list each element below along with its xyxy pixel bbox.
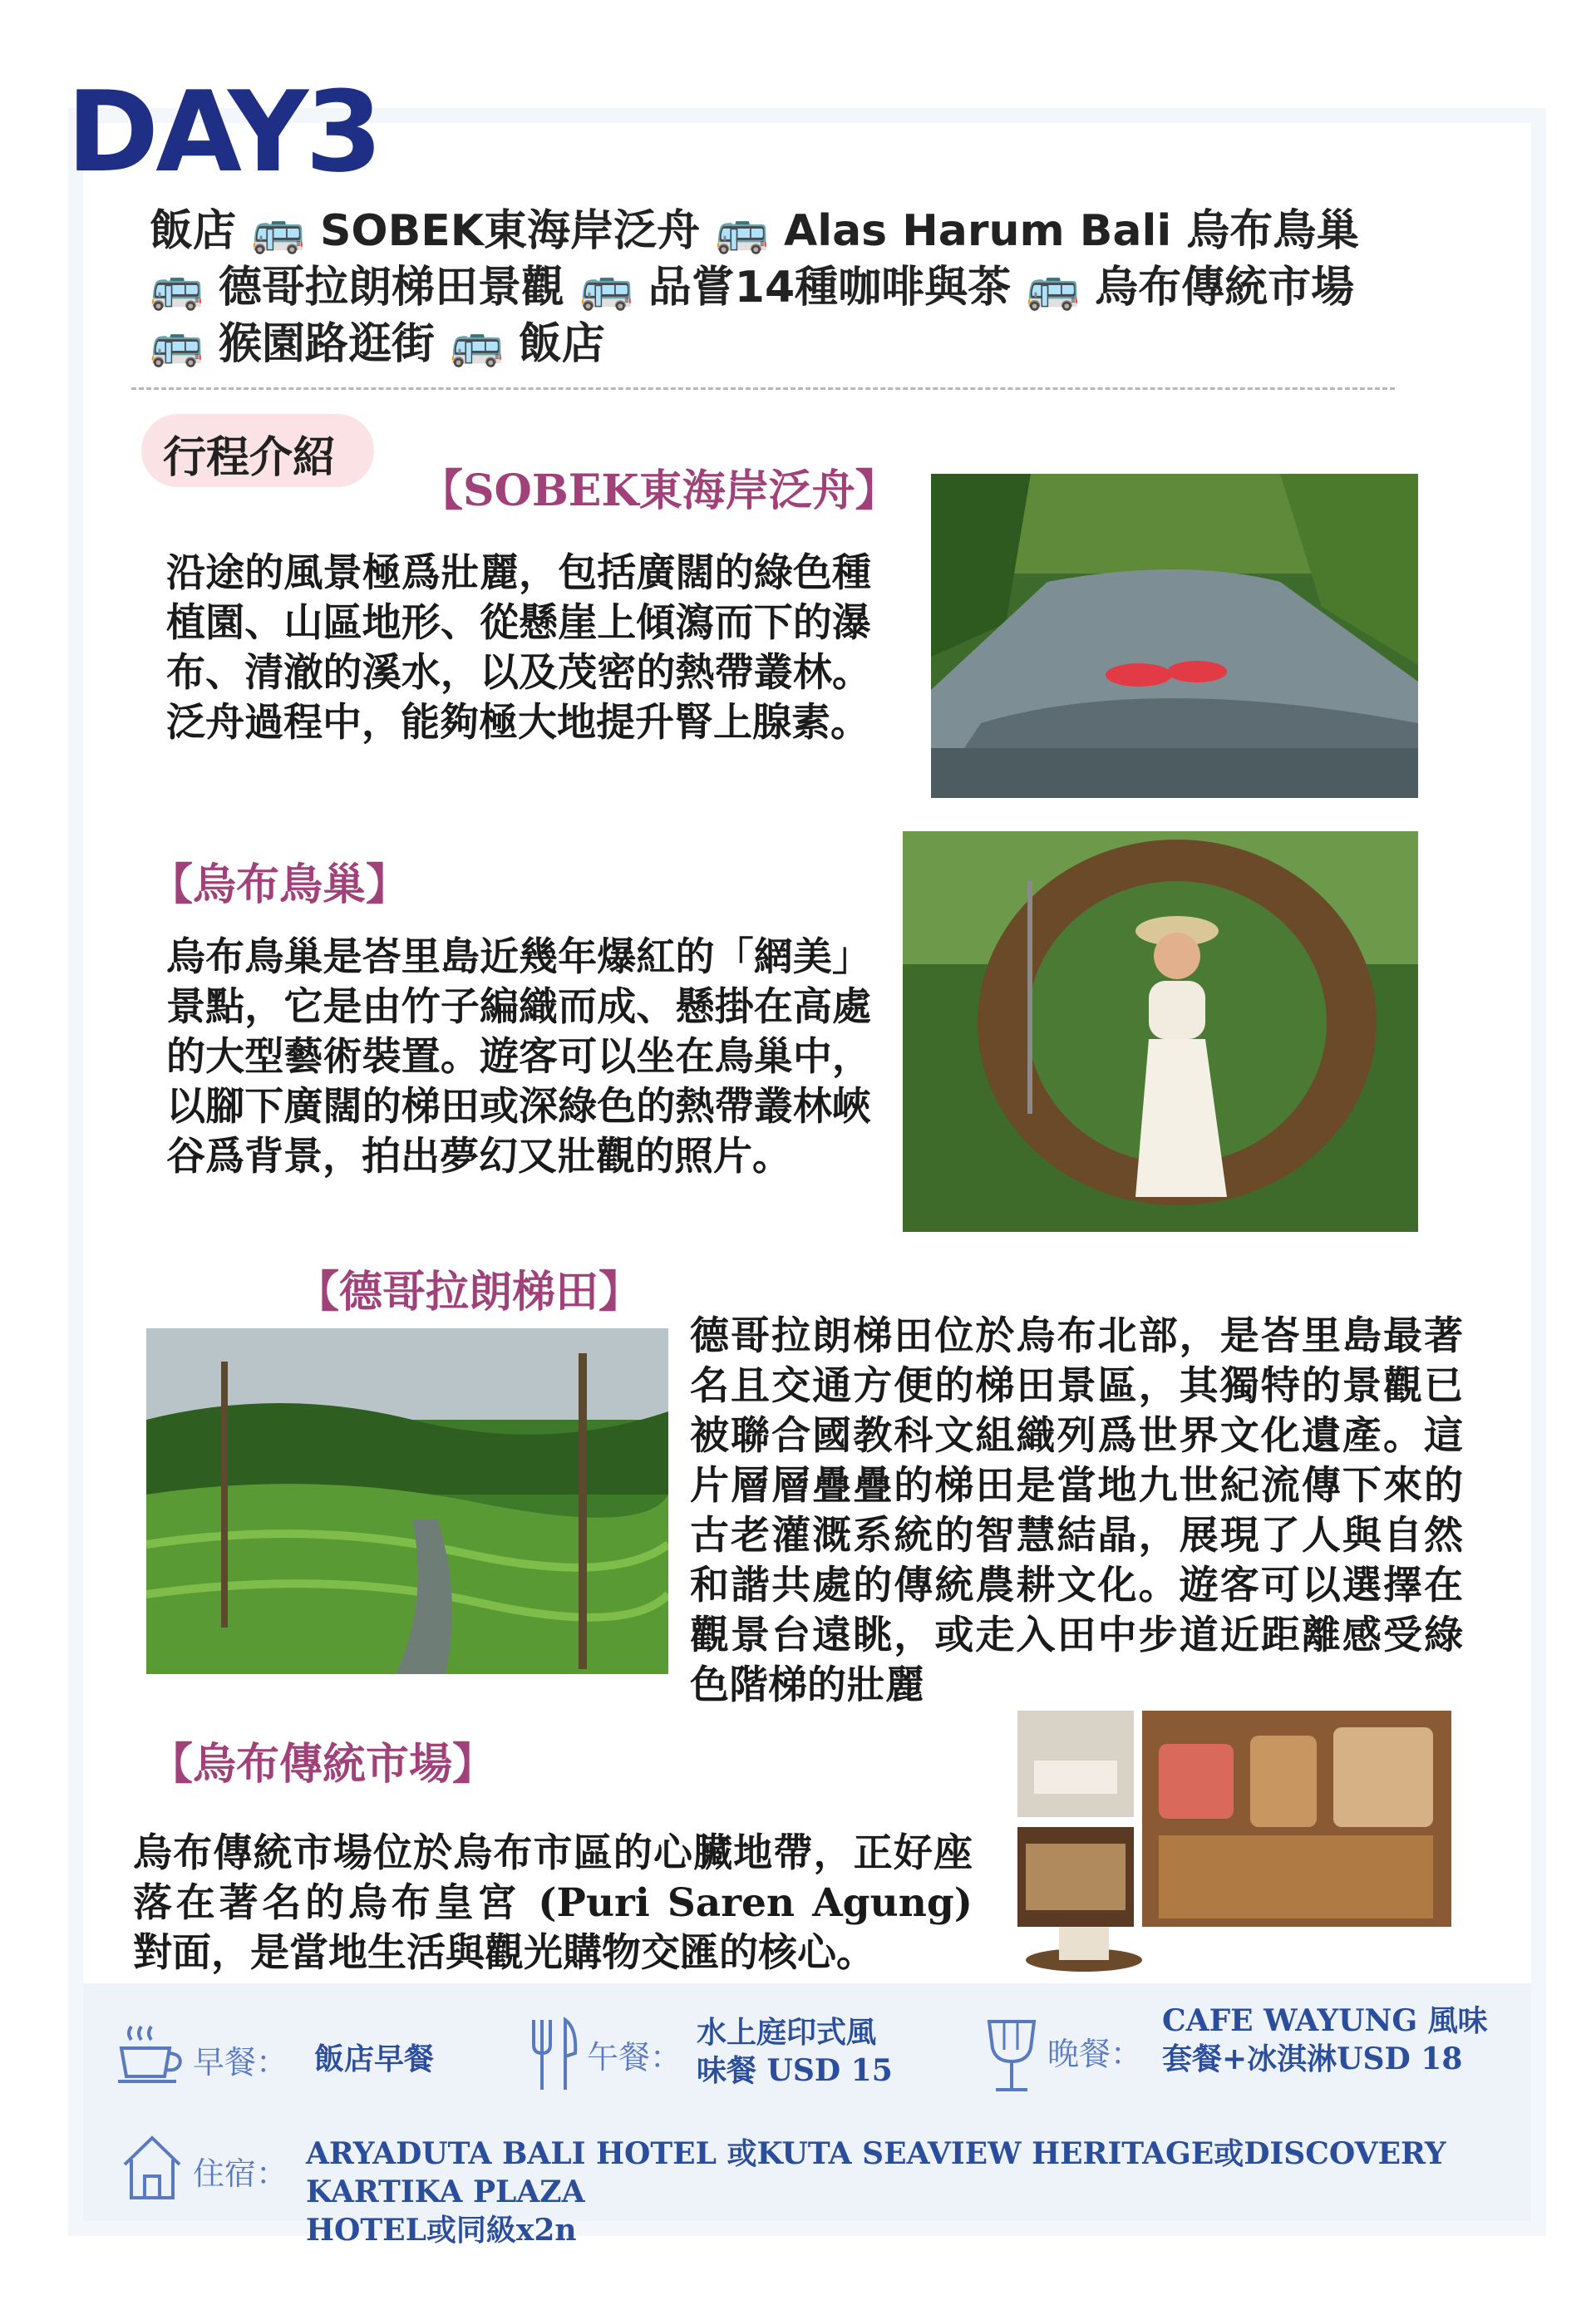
rafting-photo-art [931,474,1418,798]
section-title-bird-nest: 【烏布鳥巢】 [150,859,410,910]
house-icon [121,2133,183,2204]
hotel-label: 住宿： [193,2155,288,2192]
rice-terrace-photo [146,1328,668,1674]
market-photo-collage [1017,1711,1451,1978]
lunch-value-line-2: 味餐 USD 15 [697,2053,893,2088]
market-photo-art [1017,1711,1451,1978]
rice-terrace-photo-art [146,1328,668,1674]
section-text-bird-nest: 烏布鳥巢是峇里島近幾年爆紅的「網美」景點，它是由竹子編織而成、懸掛在高處的大型藝術裝置。遊客可以坐在鳥巢中，以腳下廣闊的梯田或深綠色的熱帶叢林峽谷爲背景，拍出夢幻又壯觀的照片。 [166,934,871,1180]
wine-glass-icon [984,2018,1039,2098]
divider [131,387,1395,390]
fork-knife-icon [529,2017,579,2096]
dinner-value-line-1: CAFE WAYUNG 風味 [1162,2003,1488,2038]
dinner-value-line-2: 套餐+冰淇淋USD 18 [1162,2042,1463,2076]
dinner-label: 晚餐： [1047,2036,1143,2072]
rafting-photo [931,474,1418,798]
section-text-rafting: 沿途的風景極爲壯麗，包括廣闊的綠色種植園、山區地形、從懸崖上傾瀉而下的瀑布、清澈的溪水，以及茂密的熱帶叢林。泛舟過程中，能夠極大地提升腎上腺素。 [166,550,871,746]
route-summary [150,203,1413,372]
section-text-ubud-market: 烏布傳統市場位於烏布市區的心臟地帶，正好座落在著名的烏布皇宮 (Puri Saren Agung) 對面，是當地生活與觀光購物交匯的核心。 [133,1830,973,1976]
section-title-rafting: 【SOBEK東海岸泛舟】 [420,465,899,516]
route-line-2: 🚌 德哥拉朗梯田景觀 🚌 品嘗14種咖啡與茶 🚌 烏布傳統市場 [150,263,1355,313]
bird-nest-photo [903,831,1418,1232]
intro-label: 行程介紹 [163,432,337,483]
route-line-3: 🚌 猴園路逛街 🚌 飯店 [150,319,605,369]
breakfast-value: 飯店早餐 [314,2042,435,2076]
hotel-value-line-2: HOTEL或同級x2n [306,2213,577,2248]
breakfast-label: 早餐： [193,2044,288,2081]
lunch-value-line-1: 水上庭印式風 [697,2015,877,2050]
bird-nest-photo-art [903,831,1418,1232]
route-line-1: 飯店 🚌 SOBEK東海岸泛舟 🚌 Alas Harum Bali 烏布鳥巢 [150,206,1360,256]
hotel-value-line-1: ARYADUTA BALI HOTEL 或KUTA SEAVIEW HERITAGE或DISCOVERY KARTIKA PLAZA [306,2136,1446,2209]
lunch-value [697,2013,893,2090]
section-title-tegallalang: 【德哥拉朗梯田】 [296,1267,643,1317]
day-title: DAY3 [66,67,380,197]
dinner-value [1162,2002,1488,2078]
section-text-tegallalang: 德哥拉朗梯田位於烏布北部，是峇里島最著名且交通方便的梯田景區，其獨特的景觀已被聯合國教科文組織列爲世界文化遺產。這片層層疊疊的梯田是當地九世紀流傳下來的古老灌溉系統的智慧結晶，展現了人與自然和諧共處的傳統農耕文化。遊客可以選擇在觀景台遠眺，或走入田中步道近距離感受綠色階梯的壯麗 [690,1313,1463,1708]
lunch-label: 午餐： [587,2039,682,2076]
section-title-ubud-market: 【烏布傳統市場】 [150,1739,496,1790]
coffee-icon [116,2022,186,2091]
hotel-value [306,2135,1453,2249]
